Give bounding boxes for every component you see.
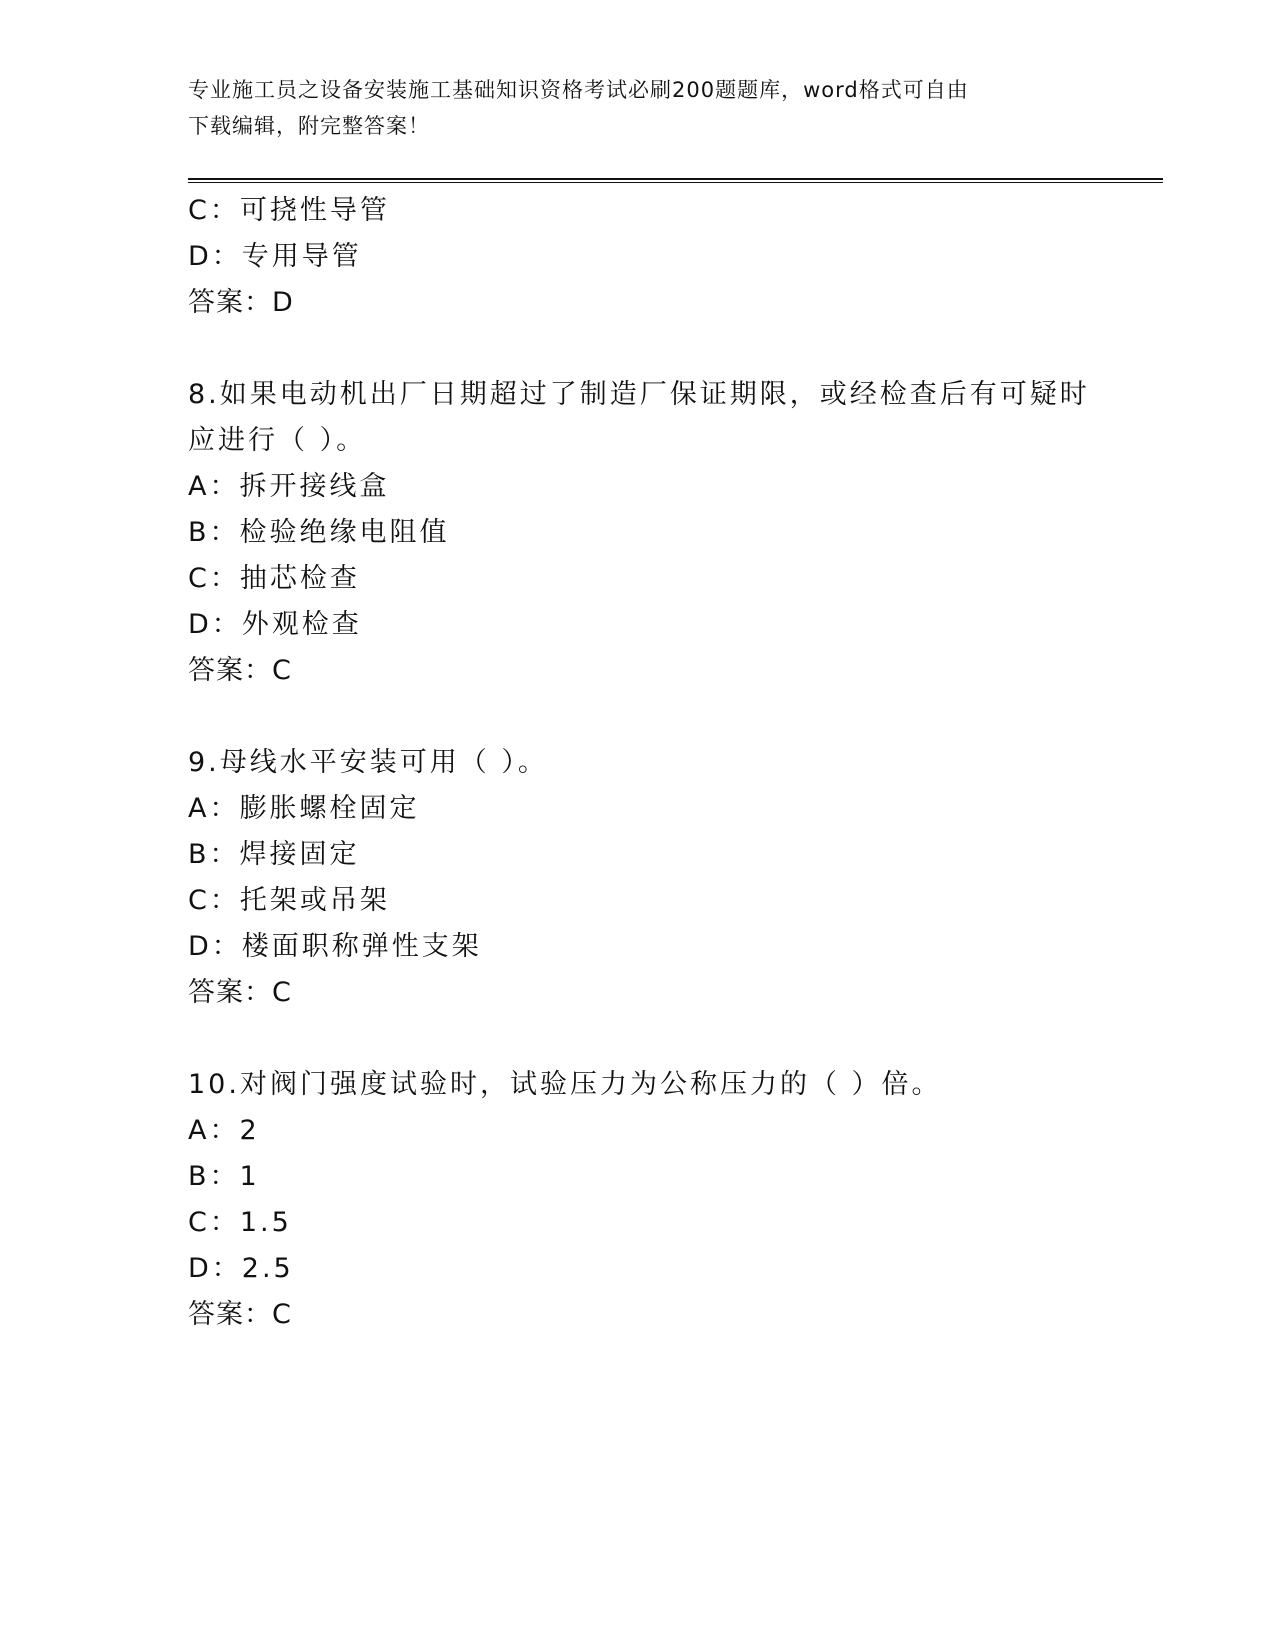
answer-line: 答案：C [188, 655, 292, 686]
spacer [188, 326, 1148, 372]
option-c: C：托架或吊架 [188, 885, 390, 916]
question-stem-line-2: 应进行（ ）。 [188, 425, 367, 456]
header-divider-thin [188, 182, 1163, 183]
header-title-line-1: 专业施工员之设备安装施工基础知识资格考试必刷200题题库，word格式可自由 [188, 78, 969, 102]
header-divider-thick [188, 178, 1163, 180]
question-9 [188, 740, 1148, 1016]
question-stem: 9.母线水平安装可用（ ）。 [188, 747, 548, 778]
option-d: D：外观检查 [188, 609, 362, 640]
answer-line: 答案：C [188, 977, 292, 1008]
spacer [188, 694, 1148, 740]
option-b: B：1 [188, 1161, 260, 1192]
option-b: B：检验绝缘电阻值 [188, 517, 450, 548]
option-d: D：专用导管 [188, 241, 362, 272]
document-header [188, 72, 1068, 144]
carryover-question [188, 188, 1148, 326]
question-10 [188, 1062, 1148, 1338]
option-c: C：可挠性导管 [188, 195, 390, 226]
answer-line: 答案：C [188, 1299, 292, 1330]
option-d: D：楼面职称弹性支架 [188, 931, 482, 962]
question-stem: 10.对阀门强度试验时，试验压力为公称压力的（ ）倍。 [188, 1069, 942, 1100]
option-d: D：2.5 [188, 1253, 294, 1284]
option-a: A：膨胀螺栓固定 [188, 793, 420, 824]
question-content [188, 188, 1148, 1338]
header-title-line-2: 下载编辑，附完整答案！ [188, 114, 430, 138]
spacer [188, 1016, 1148, 1062]
question-stem-line-1: 8.如果电动机出厂日期超过了制造厂保证期限，或经检查后有可疑时 [188, 379, 1090, 410]
answer-line: 答案：D [188, 287, 294, 318]
option-b: B：焊接固定 [188, 839, 360, 870]
option-a: A：2 [188, 1115, 260, 1146]
option-c: C：1.5 [188, 1207, 292, 1238]
option-c: C：抽芯检查 [188, 563, 360, 594]
question-8 [188, 372, 1148, 694]
option-a: A：拆开接线盒 [188, 471, 390, 502]
